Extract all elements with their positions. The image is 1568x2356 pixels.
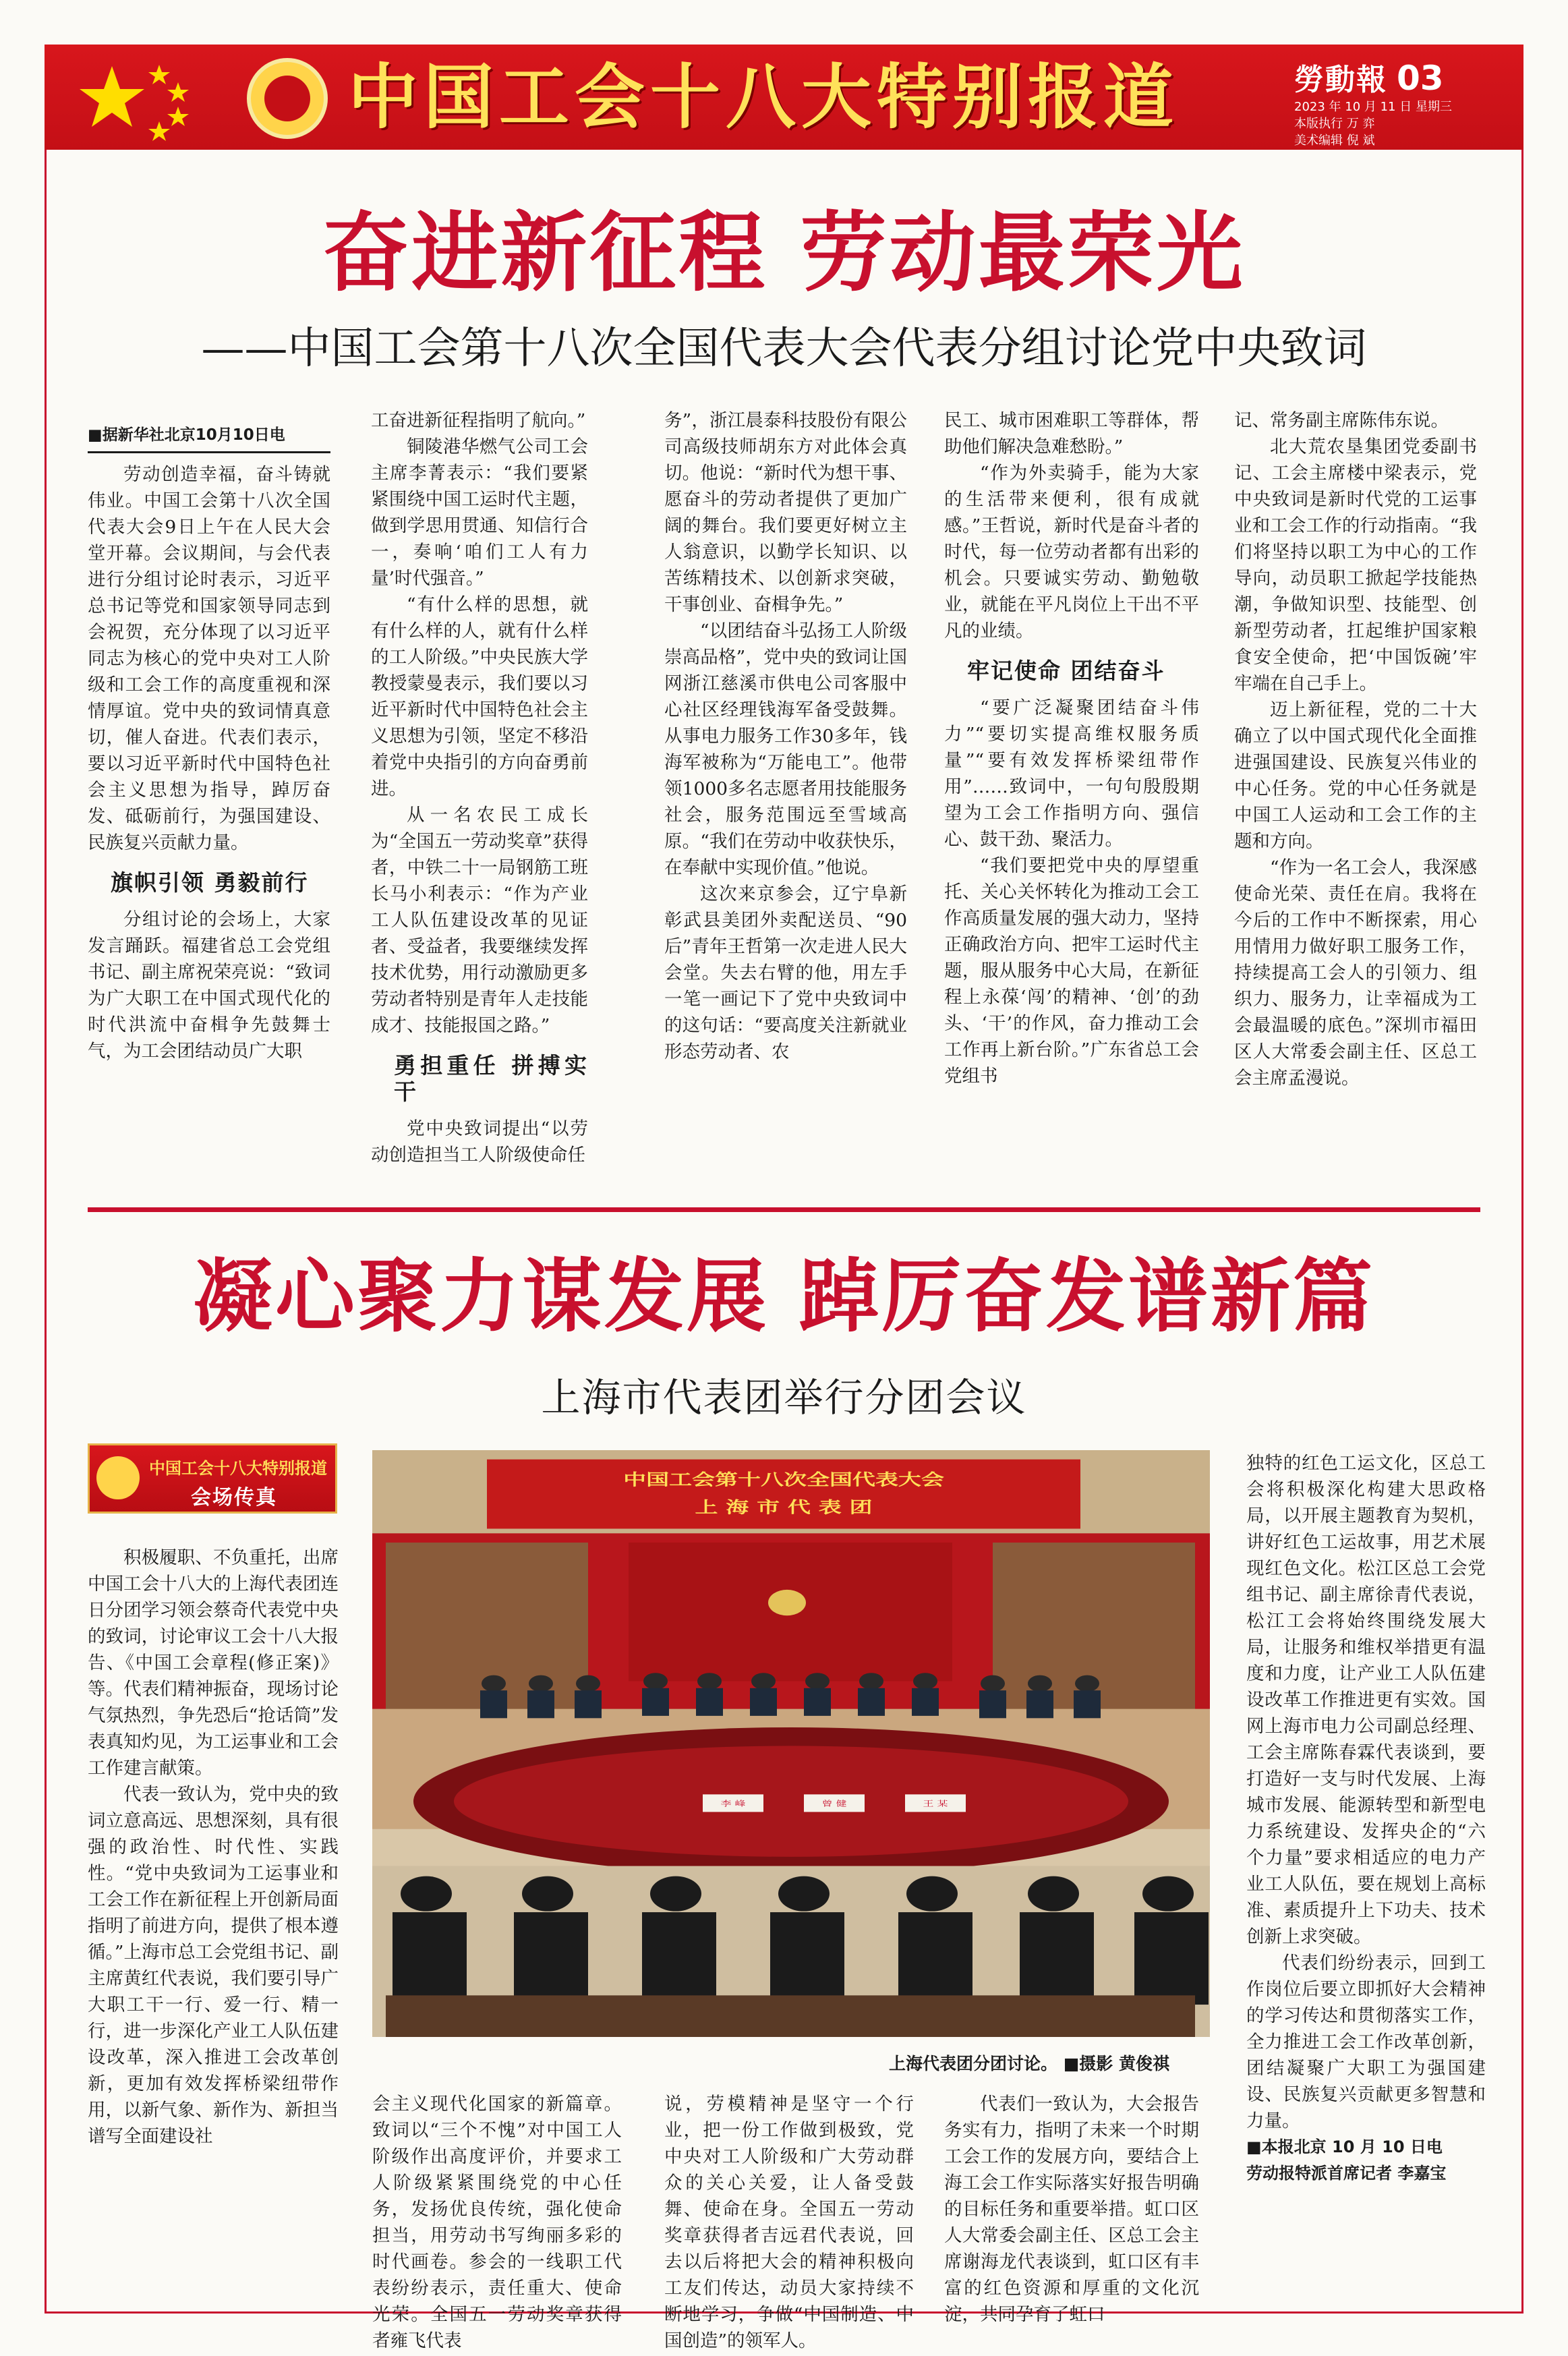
- banner-title: 中国工会十八大特别报道: [348, 55, 1180, 138]
- article1-col1: [88, 422, 330, 1184]
- article2-subheadline: 上海市代表团举行分团会议: [541, 1375, 1027, 1420]
- paragraph: 务”，浙江晨泰科技股份有限公司高级技师胡东方对此体会真切。他说：“新时代为想干事、愿奋斗的劳动者提供了更加广阔的舞台。我们要更好树立主人翁意识，以勤学长知识、以苦练精技术、以创新求突破，干事创业、奋楫争先。”: [664, 410, 907, 615]
- paragraph: 铜陵港华燃气公司工会主席李菁表示：“我们要紧紧围绕中国工运时代主题，做到学思用贯通、知信行合一，奏响‘咱们工人有力量’时代强音。”: [371, 436, 588, 589]
- article2-right-col: [1246, 1450, 1486, 2314]
- subheading: 牢记使命 团结奋斗: [967, 658, 1165, 684]
- paragraph: 代表们一致认为，大会报告务实有力，指明了未来一个时期工会工作的发展方向，要结合上海工会工作实际落实好报告明确的目标任务和重要举措。虹口区人大常委会副主任、区总工会主席谢海龙代表谈到，虹口区有丰富的红色资源和厚重的文化沉淀，共同孕育了虹口: [944, 2094, 1199, 2325]
- article1-dateline: ■据新华社北京10月10日电: [88, 422, 330, 453]
- paragraph: 从一名农民工成长为“全国五一劳动奖章”获得者，中铁二十一局钢筋工班长马小利表示：“作为产业工人队伍建设改革的见证者、受益者，我要继续发挥技术优势，用行动激励更多劳动者特别是青年人走技能成才、技能报国之路。”: [371, 805, 588, 1036]
- report-tag: [88, 1443, 337, 1514]
- meeting-photo: [372, 1450, 1210, 2050]
- section-divider: [88, 1207, 1480, 1212]
- trade-union-emblem-icon: [96, 1456, 140, 1499]
- executive-editor: 本版执行 万 弈: [1294, 117, 1375, 131]
- article1-headline: 奋进新征程 劳动最荣光: [322, 202, 1246, 304]
- subheading: 勇担重任 拼搏实干: [394, 1052, 588, 1105]
- paragraph: 民工、城市困难职工等群体，帮助他们解决急难愁盼。”: [944, 410, 1199, 457]
- photo-banner-text: 中国工会第十八次全国代表大会: [623, 1470, 944, 1489]
- paragraph: “有什么样的思想，就有什么样的人，就有什么样的工人阶级。”中央民族大学教授蒙曼表示，我们要以习近平新时代中国特色社会主义思想为引领，坚定不移沿着党中央指引的方向奋勇前进。: [371, 594, 588, 799]
- article1-col4: [944, 407, 1199, 1176]
- issue-date: 2023 年 10 月 11 日 星期三: [1294, 100, 1452, 114]
- paragraph: 积极履职、不负重托，出席中国工会十八大的上海代表团连日分团学习领会蔡奇代表党中央的致词，讨论审议工会十八大报告、《中国工会章程(修正案)》等。代表们精神振奋，现场讨论气氛热烈，争先恐后“抢话筒”发表真知灼见，为工运事业和工会工作建言献策。: [88, 1547, 339, 1779]
- byline-reporter: 劳动报特派首席记者 李嘉宝: [1246, 2164, 1447, 2183]
- article1-col5: [1234, 407, 1477, 1176]
- paragraph: 代表一致认为，党中央的致词立意高远、思想深刻，具有很强的政治性、时代性、实践性。“党中央致词为工运事业和工会工作在新征程上开创新局面指明了前进方向，提供了根本遵循。”上海市总工会党组书记、副主席黄红代表说，我们要引导广大职工干一行、爱一行、精一行，进一步深化产业工人队伍建设改革，深入推进工会改革创新，更加有效发挥桥梁纽带作用，以新气象、新作为、新担当谱写全面建设社: [88, 1784, 339, 2147]
- paper-name: 勞動報: [1294, 63, 1387, 97]
- paragraph: 这次来京参会，辽宁阜新彰武县美团外卖配送员、“90后”青年王哲第一次走进人民大会堂。失去右臂的他，用左手一笔一画记下了党中央致词中的这句话：“要高度关注新就业形态劳动者、农: [664, 884, 907, 1062]
- trade-union-emblem-icon: [247, 58, 328, 139]
- photo-banner-text-2: 上 海 市 代 表 团: [695, 1497, 873, 1517]
- paragraph: “我们要把党中央的厚望重托、关心关怀转化为推动工会工作高质量发展的强大动力，坚持正确政治方向、把牢工运时代主题，服从服务中心大局，在新征程上永葆‘闯’的精神、‘创’的劲头、‘干’的作风，奋力推动工会工作再上新台阶。”广东省总工会党组书: [944, 855, 1199, 1087]
- article1-col2: [371, 407, 588, 1176]
- name-card-text: 曾 健: [821, 1799, 847, 1808]
- tag-title: 中国工会十八大特别报道: [149, 1459, 327, 1478]
- paragraph: 劳动创造幸福，奋斗铸就伟业。中国工会第十八次全国代表大会9日上午在人民大会堂开幕。会议期间，与会代表进行分组讨论时表示，习近平总书记等党和国家领导同志到会祝贺，充分体现了以习近平同志为核心的党中央对工人阶级和工会工作的高度重视和深情厚谊。党中央的致词情真意切，催人奋进。代表们表示，要以习近平新时代中国特色社会主义思想为指导，踔厉奋发、砥砺前行，为强国建设、民族复兴贡献力量。: [88, 464, 330, 853]
- publication-info: [1294, 55, 1483, 149]
- page-number: 03: [1397, 59, 1444, 98]
- paragraph: 工奋进新征程指明了航向。”: [371, 410, 586, 431]
- paragraph: “作为外卖骑手，能为大家的生活带来便利，很有成就感。”王哲说，新时代是奋斗者的时代，每一位劳动者都有出彩的机会。只要诚实劳动、勤勉敬业，就能在平凡岗位上干出不平凡的业绩。: [944, 463, 1199, 641]
- article1-subheadline: ——中国工会第十八次全国代表大会代表分组讨论党中央致词: [201, 324, 1367, 374]
- meeting-room-illustration: [372, 1450, 1210, 2037]
- subheading: 旗帜引领 勇毅前行: [111, 869, 309, 896]
- byline-dateline: ■本报北京 10 月 10 日电: [1246, 2137, 1443, 2156]
- article2-left-col: [88, 1545, 339, 2314]
- article1-col3: [664, 407, 907, 1176]
- article2-bottom-col2: [664, 2091, 914, 2351]
- article2-bottom-col3: [944, 2091, 1199, 2325]
- paragraph: “要广泛凝聚团结奋斗伟力”“要切实提高维权服务质量”“要有效发挥桥梁纽带作用”……致词中，一句句殷殷期望为工会工作指明方向、强信心、鼓干劲、聚活力。: [944, 697, 1199, 850]
- name-card-text: 李 峰: [720, 1799, 746, 1808]
- paragraph: 代表们纷纷表示，回到工作岗位后要立即抓好大会精神的学习传达和贯彻落实工作，全力推进工会工作改革创新，团结凝聚广大职工为强国建设、民族复兴贡献更多智慧和力量。: [1246, 1953, 1486, 2131]
- paragraph: 记、常务副主席陈伟东说。: [1234, 410, 1449, 431]
- paragraph: 北大荒农垦集团党委副书记、工会主席楼中梁表示，党中央致词是新时代党的工运事业和工会工作的行动指南。“我们将坚持以职工为中心的工作导向，动员职工掀起学技能热潮，争做知识型、技能型、创新型劳动者，扛起维护国家粮食安全使命，把‘中国饭碗’牢牢端在自己手上。: [1234, 436, 1477, 694]
- paragraph: 独特的红色工运文化，区总工会将积极深化构建大思政格局，以开展主题教育为契机，讲好红色工运故事，用艺术展现红色文化。松江区总工会党组书记、副主席徐青代表说，松江工会将始终围绕发展大局，让服务和维权举措更有温度和力度，让产业工人队伍建设改革工作推进更有实效。国网上海市电力公司副总经理、工会主席陈春霖代表谈到，要打造好一支与时代发展、上海城市发展、能源转型和新型电力系统建设、发挥央企的“六个力量”要求相适应的电力产业工人队伍，要在规划上高标准、素质提升上下功夫、技术创新上求突破。: [1246, 1453, 1486, 1947]
- paragraph: 党中央致词提出“以劳动创造担当工人阶级使命任: [371, 1118, 588, 1166]
- name-card-text: 王 某: [923, 1799, 948, 1808]
- paragraph: “以团结奋斗弘扬工人阶级崇高品格”，党中央的致词让国网浙江慈溪市供电公司客服中心社区经理钱海军备受鼓舞。从事电力服务工作30多年，钱海军被称为“万能电工”。他带领1000多名志愿者用技能服务社会，服务范围远至雪域高原。“我们在劳动中收获快乐，在奉献中实现价值。”他说。: [664, 621, 907, 878]
- flag-stars-icon: [71, 59, 206, 140]
- paragraph: “作为一名工会人，我深感使命光荣、责任在肩。我将在今后的工作中不断探索，用心用情用力做好职工服务工作，持续提高工会人的引领力、组织力、服务力，让幸福成为工会最温暖的底色。”深圳市福田区人大常委会副主任、区总工会主席孟漫说。: [1234, 857, 1477, 1089]
- paragraph: 说，劳模精神是坚守一个行业，把一份工作做到极致，党中央对工人阶级和广大劳动群众的关心关爱，让人备受鼓舞、使命在身。全国五一劳动奖章获得者吉远君代表说，回去以后将把大会的精神积极向工友们传达，动员大家持续不断地学习，争做“中国制造、中国创造”的领军人。: [664, 2094, 914, 2351]
- art-editor: 美术编辑 倪 斌: [1294, 134, 1375, 148]
- tag-subtitle: 会场传真: [191, 1486, 277, 1510]
- section-banner: [45, 45, 1523, 150]
- article2-headline: 凝心聚力谋发展 踔厉奋发谱新篇: [192, 1249, 1376, 1343]
- article2-bottom-col1: [372, 2091, 622, 2351]
- paragraph: 会主义现代化国家的新篇章。致词以“三个不愧”对中国工人阶级作出高度评价，并要求工人阶级紧紧围绕党的中心任务，发扬优良传统，强化使命担当，用劳动书写绚丽多彩的时代画卷。参会的一线职工代表纷纷表示，责任重大、使命光荣。全国五一劳动奖章获得者雍飞代表: [372, 2094, 622, 2351]
- paragraph: 分组讨论的会场上，大家发言踊跃。福建省总工会党组书记、副主席祝荣亮说：“致词为广大职工在中国式现代化的时代洪流中奋楫争先鼓舞士气，为工会团结动员广大职: [88, 909, 330, 1062]
- paragraph: 迈上新征程，党的二十大确立了以中国式现代化全面推进强国建设、民族复兴伟业的中心任务。党的中心任务就是中国工人运动和工会工作的主题和方向。: [1234, 699, 1477, 852]
- photo-caption: 上海代表团分团讨论。 ■摄影 黄俊祺: [888, 2054, 1169, 2073]
